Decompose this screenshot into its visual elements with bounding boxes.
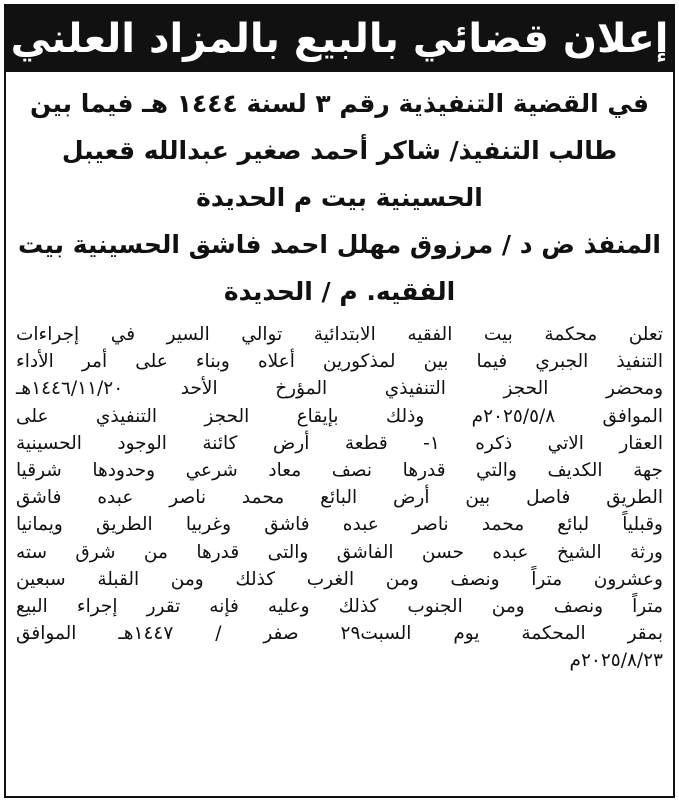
- body-text-line: متراً ونصف ومن الجنوب كذلك وعليه فإنه تقرر إجراء البيع: [16, 596, 663, 618]
- case-heading-line: الفقيه. م / الحديدة: [223, 277, 456, 306]
- notice-frame: [4, 4, 675, 798]
- body-text-line: العقار الاتي ذكره ١- قطعة أرض كائنة الوجود الحسينية: [16, 432, 663, 454]
- body-text-line: وعشرون متراً ونصف ومن الغرب كذلك ومن القبلة سبعين: [16, 568, 663, 590]
- body-text-line: وقبلياً لبائع محمد ناصر عبده فاشق وغربيا الطريق ويمانيا: [16, 514, 663, 536]
- body-text-line: التنفيذ الجبري فيما بين لمذكورين أعلاه وبناء على أمر الأداء: [16, 351, 663, 373]
- case-heading-line: طالب التنفيذ/ شاكر أحمد صغير عبدالله قعيبل: [61, 136, 618, 165]
- body-text-line: ومحضر الحجز التنفيذي المؤرخ الأحد ١٤٤٦/١١/٢٠هـ: [16, 378, 663, 400]
- body-text-line: بمقر المحكمة يوم السبت٢٩ صفر / ١٤٤٧هـ الموافق: [16, 623, 663, 645]
- body-text-line: الطريق فاصل بين أرض البائع محمد ناصر عبده فاشق: [16, 487, 663, 509]
- case-heading-line: المنفذ ض د / مرزوق مهلل احمد فاشق الحسينية بيت: [17, 230, 661, 259]
- body-text-line: تعلن محكمة بيت الفقيه الابتدائية توالي السير في إجراءات: [16, 324, 663, 345]
- body-text-line: الموافق ٢٠٢٥/٥/٨م وذلك بإيقاع الحجز التنفيذي على: [16, 405, 663, 427]
- case-heading-line: الحسينية بيت م الحديدة: [196, 183, 483, 212]
- body-text-line: ٢٠٢٥/٨/٢٣م: [569, 650, 663, 672]
- body-text-line: ورثة الشيخ عبده حسن الفاشق والتى قدرها من شرق سته: [16, 541, 663, 563]
- body-text-line: جهة الكديف والتي قدرها نصف معاد شرعي وحدودها شرقيا: [16, 460, 663, 482]
- notice-title: إعلان قضائي بالبيع بالمزاد العلني: [10, 16, 669, 62]
- notice-content: [16, 80, 663, 796]
- title-banner: [6, 6, 673, 72]
- case-heading-line: في القضية التنفيذية رقم ٣ لسنة ١٤٤٤ هـ فيما بين: [29, 89, 650, 118]
